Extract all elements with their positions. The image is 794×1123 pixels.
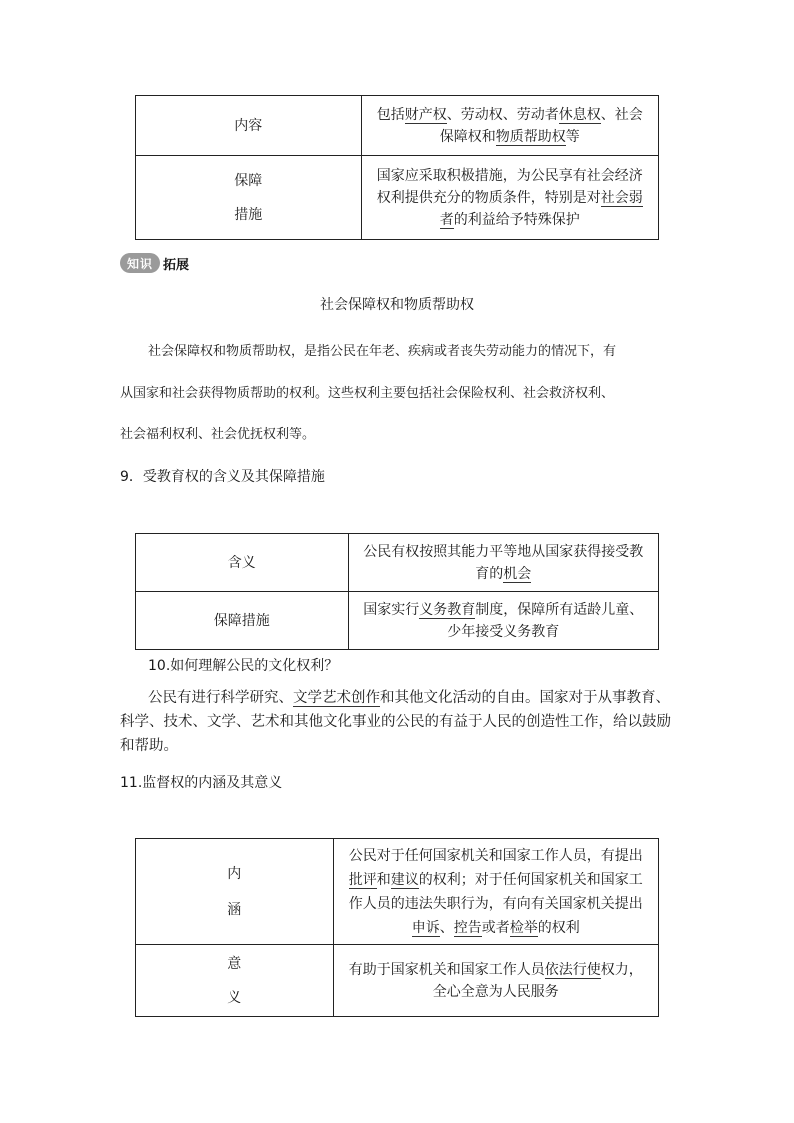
badge-bubble: 知识: [120, 253, 160, 273]
row-label: [136, 156, 362, 240]
underlined-key-term: 控告: [453, 919, 482, 936]
rights-content-table: [135, 95, 659, 240]
text-run: 和: [376, 871, 391, 888]
row-label: [136, 839, 334, 945]
text-run: 的权利；对于任何国家机关和国家工: [418, 871, 643, 888]
row-label: [136, 592, 349, 650]
underlined-key-term: 申诉: [411, 919, 440, 936]
supervision-right-table: [135, 838, 659, 1017]
text-run: 国家应采取积极措施，为公民享有社会经济: [376, 167, 643, 184]
education-right-table: [135, 533, 659, 650]
text-run: 和其他文化活动的自由。国家对于从事教育、科学、技术、文学、艺术和其他文化事业的公民的有益于人民的创造性工作，给以鼓励和帮助。: [120, 690, 671, 754]
underlined-key-term: 建议: [390, 871, 419, 888]
underlined-key-term: 义务教育: [419, 601, 476, 618]
rich-cell: [361, 96, 658, 156]
extension-line-2: 从国家和社会获得物质帮助的权利。这些权利主要包括社会保险权利、社会救济权利、: [120, 386, 615, 401]
guarantee-label: 保障措施: [213, 612, 270, 629]
content-label: 内容: [234, 117, 263, 134]
text-run: 或者: [481, 919, 510, 936]
underlined-key-term: 检举: [509, 919, 538, 936]
significance-label-line2: 义: [227, 989, 242, 1006]
rich-cell: [361, 156, 658, 240]
extension-title: 社会保障权和物质帮助权: [320, 297, 474, 313]
question-10-answer: [120, 686, 680, 758]
measures-label-line2: 措施: [234, 206, 263, 223]
underlined-key-term: 依法行使: [544, 961, 601, 978]
text-run: 育的: [475, 565, 504, 582]
row-label: [136, 96, 362, 156]
underlined-key-term: 机会: [503, 565, 532, 582]
badge-text: 拓展: [163, 257, 190, 273]
extension-line-3: 社会福利权利、社会优抚权利等。: [120, 427, 316, 442]
underlined-key-term: 者: [439, 211, 454, 228]
rich-cell: [333, 839, 658, 945]
text-run: 保障权和: [439, 128, 496, 145]
connotation-label-line1: 内: [227, 865, 242, 882]
text-run: 等: [565, 128, 580, 145]
text-run: 有助于国家机关和国家工作人员: [348, 961, 545, 978]
text-run: 权力，: [600, 961, 643, 978]
text-run: 、劳动权、劳动者: [446, 106, 559, 123]
rich-cell: [333, 945, 658, 1017]
underlined-key-term: 财产权: [404, 106, 447, 123]
underlined-key-term: 休息权: [558, 106, 601, 123]
text-run: 、: [439, 919, 454, 936]
rich-cell: [348, 592, 658, 650]
question-10-heading: 10.如何理解公民的文化权利？: [148, 658, 339, 674]
rich-cell: [348, 534, 658, 592]
text-run: 的权利: [537, 919, 580, 936]
text-run: 制度，保障所有适龄儿童、: [475, 601, 644, 618]
extension-line-1: 社会保障权和物质帮助权，是指公民在年老、疾病或者丧失劳动能力的情况下，有: [148, 344, 617, 359]
meaning-label: 含义: [227, 554, 256, 571]
text-run: 少年接受义务教育: [447, 623, 560, 640]
measures-label-line1: 保障: [234, 172, 263, 189]
text-run: 公民对于任何国家机关和国家工作人员，有提出: [348, 847, 643, 864]
text-run: 公民有进行科学研究、: [148, 690, 293, 706]
underlined-key-term: 社会弱: [600, 189, 643, 206]
underlined-key-term: 批评: [348, 871, 377, 888]
text-run: 公民有权按照其能力平等地从国家获得接受教: [363, 543, 644, 560]
underlined-key-term: 物质帮助权: [495, 128, 566, 145]
row-label: [136, 534, 349, 592]
text-run: 包括: [376, 106, 405, 123]
significance-label-line1: 意: [227, 955, 242, 972]
knowledge-extension-badge: [120, 252, 189, 274]
text-run: 、社会: [600, 106, 643, 123]
underlined-key-term: 文学艺术创作: [293, 690, 380, 706]
question-11-heading: 11.监督权的内涵及其意义: [120, 775, 283, 791]
text-run: 全心全意为人民服务: [432, 983, 559, 1000]
question-9-heading: 9．受教育权的含义及其保障措施: [120, 469, 325, 485]
text-run: 权利提供充分的物质条件，特别是对: [376, 189, 601, 206]
connotation-label-line2: 涵: [227, 901, 242, 918]
text-run: 作人员的违法失职行为，有向有关国家机关提出: [348, 895, 643, 912]
row-label: [136, 945, 334, 1017]
text-run: 的利益给予特殊保护: [453, 211, 580, 228]
text-run: 国家实行: [363, 601, 420, 618]
